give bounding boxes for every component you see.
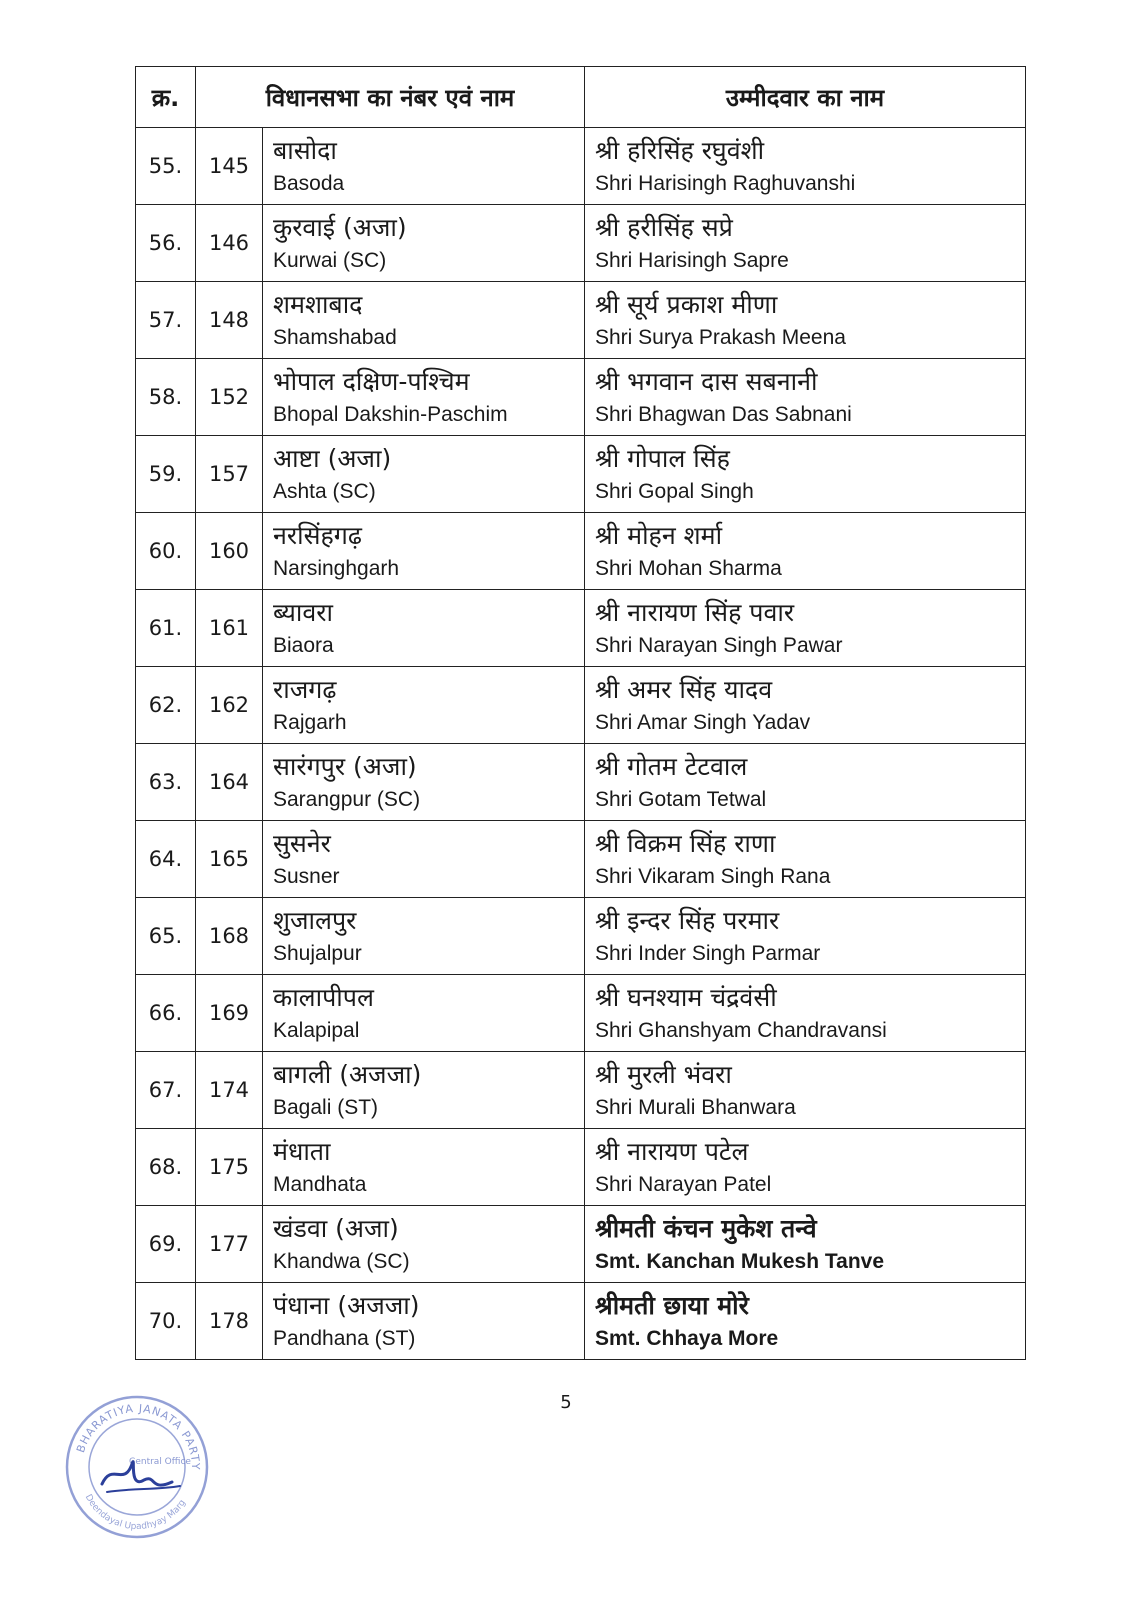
- constituency-number: 165: [196, 821, 263, 898]
- serial-number: 64.: [136, 821, 196, 898]
- serial-number: 61.: [136, 590, 196, 667]
- candidate-name-english: Shri Ghanshyam Chandravansi: [595, 1019, 887, 1042]
- candidate-name: [585, 359, 1026, 436]
- table-row: [136, 359, 1026, 436]
- constituency-name: [263, 975, 585, 1052]
- constituency-number: 168: [196, 898, 263, 975]
- candidate-name: [585, 128, 1026, 205]
- candidate-name-hindi: श्री नारायण पटेल: [595, 1137, 749, 1166]
- candidate-name-hindi: श्री मोहन शर्मा: [595, 521, 723, 550]
- constituency-number: 162: [196, 667, 263, 744]
- candidate-name-hindi: श्री हरिसिंह रघुवंशी: [595, 136, 765, 165]
- constituency-name: [263, 1129, 585, 1206]
- candidate-name-english: Shri Gopal Singh: [595, 480, 754, 503]
- candidate-name: [585, 898, 1026, 975]
- table-row: [136, 1283, 1026, 1360]
- constituency-number: 175: [196, 1129, 263, 1206]
- table-row: [136, 128, 1026, 205]
- candidate-name: [585, 513, 1026, 590]
- candidate-name: [585, 975, 1026, 1052]
- svg-text:BHARATIYA JANATA PARTY: BHARATIYA JANATA PARTY: [74, 1401, 203, 1471]
- constituency-name-english: Sarangpur (SC): [273, 788, 421, 811]
- candidate-name-english: Shri Mohan Sharma: [595, 557, 782, 580]
- constituency-name-english: Narsinghgarh: [273, 557, 400, 580]
- serial-number: 58.: [136, 359, 196, 436]
- constituency-name-english: Rajgarh: [273, 711, 347, 734]
- svg-text:Central Office: Central Office: [129, 1457, 191, 1467]
- constituency-name: [263, 898, 585, 975]
- constituency-number: 178: [196, 1283, 263, 1360]
- constituency-name-english: Kalapipal: [273, 1019, 360, 1042]
- constituency-number: 161: [196, 590, 263, 667]
- constituency-name-hindi: कालापीपल: [273, 983, 374, 1012]
- constituency-name-english: Pandhana (ST): [273, 1327, 416, 1350]
- candidate-name: [585, 1129, 1026, 1206]
- table-row: [136, 205, 1026, 282]
- table-row: [136, 282, 1026, 359]
- serial-number: 60.: [136, 513, 196, 590]
- header-constituency: विधानसभा का नंबर एवं नाम: [196, 67, 585, 128]
- candidate-name: [585, 205, 1026, 282]
- candidate-name: [585, 1283, 1026, 1360]
- constituency-number: 146: [196, 205, 263, 282]
- candidate-name-english: Shri Murali Bhanwara: [595, 1096, 796, 1119]
- constituency-name: [263, 436, 585, 513]
- table-row: [136, 898, 1026, 975]
- candidate-name-english: Shri Vikaram Singh Rana: [595, 865, 831, 888]
- constituency-name-hindi: सारंगपुर (अजा): [273, 752, 417, 781]
- serial-number: 68.: [136, 1129, 196, 1206]
- table-row: [136, 821, 1026, 898]
- candidate-name-hindi: श्री विक्रम सिंह राणा: [595, 829, 776, 858]
- constituency-number: 145: [196, 128, 263, 205]
- candidate-name-hindi: श्री नारायण सिंह पवार: [595, 598, 795, 627]
- constituency-name-hindi: खंडवा (अजा): [273, 1214, 399, 1243]
- candidate-name-hindi: श्री घनश्याम चंद्रवंसी: [595, 983, 777, 1012]
- constituency-name: [263, 1206, 585, 1283]
- constituency-name: [263, 667, 585, 744]
- constituency-name-hindi: बागली (अजजा): [273, 1060, 422, 1089]
- serial-number: 62.: [136, 667, 196, 744]
- candidate-name-english: Shri Surya Prakash Meena: [595, 326, 846, 349]
- candidate-name: [585, 590, 1026, 667]
- constituency-name-english: Shujalpur: [273, 942, 362, 965]
- table-row: [136, 1129, 1026, 1206]
- table-row: [136, 590, 1026, 667]
- candidate-name-hindi: श्री मुरली भंवरा: [595, 1060, 732, 1089]
- constituency-name-hindi: राजगढ़: [273, 675, 337, 704]
- page-number: 5: [560, 1392, 572, 1413]
- constituency-name-english: Kurwai (SC): [273, 249, 387, 272]
- constituency-name: [263, 1283, 585, 1360]
- constituency-number: 177: [196, 1206, 263, 1283]
- table-row: [136, 667, 1026, 744]
- header-candidate: उम्मीदवार का नाम: [585, 67, 1026, 128]
- constituency-name-english: Shamshabad: [273, 326, 397, 349]
- candidate-name-english: Smt. Kanchan Mukesh Tanve: [595, 1250, 885, 1273]
- serial-number: 56.: [136, 205, 196, 282]
- party-seal-stamp: [62, 1392, 212, 1542]
- constituency-number: 160: [196, 513, 263, 590]
- constituency-name-hindi: कुरवाई (अजा): [273, 213, 407, 242]
- constituency-name-hindi: मंधाता: [273, 1137, 331, 1166]
- constituency-name: [263, 590, 585, 667]
- table-row: [136, 744, 1026, 821]
- constituency-name: [263, 744, 585, 821]
- candidate-list-table: [135, 66, 1026, 1360]
- candidate-name-hindi: श्री भगवान दास सबनानी: [595, 367, 818, 396]
- serial-number: 57.: [136, 282, 196, 359]
- serial-number: 65.: [136, 898, 196, 975]
- candidate-name-hindi: श्री इन्दर सिंह परमार: [595, 906, 780, 935]
- constituency-name: [263, 359, 585, 436]
- candidate-name-hindi: श्री सूर्य प्रकाश मीणा: [595, 290, 778, 319]
- candidate-name-hindi: श्रीमती छाया मोरे: [595, 1291, 749, 1320]
- candidate-name-english: Shri Narayan Singh Pawar: [595, 634, 843, 657]
- constituency-name-hindi: पंधाना (अजजा): [273, 1291, 420, 1320]
- candidate-name-english: Shri Bhagwan Das Sabnani: [595, 403, 852, 426]
- serial-number: 70.: [136, 1283, 196, 1360]
- constituency-number: 157: [196, 436, 263, 513]
- header-serial: क्र.: [136, 67, 196, 128]
- constituency-name: [263, 1052, 585, 1129]
- candidate-name: [585, 282, 1026, 359]
- candidate-name-english: Shri Gotam Tetwal: [595, 788, 767, 811]
- constituency-number: 174: [196, 1052, 263, 1129]
- serial-number: 59.: [136, 436, 196, 513]
- table-header-row: [136, 67, 1026, 128]
- constituency-number: 148: [196, 282, 263, 359]
- candidate-name: [585, 667, 1026, 744]
- serial-number: 55.: [136, 128, 196, 205]
- constituency-name-english: Susner: [273, 865, 340, 888]
- svg-text:Deendayal Upadhyay Marg: Deendayal Upadhyay Marg: [82, 1492, 188, 1533]
- candidate-name-english: Shri Narayan Patel: [595, 1173, 772, 1196]
- constituency-name: [263, 513, 585, 590]
- constituency-name-hindi: नरसिंहगढ़: [273, 521, 362, 550]
- candidate-name: [585, 821, 1026, 898]
- candidate-name-hindi: श्री हरीसिंह सप्रे: [595, 213, 733, 242]
- constituency-name-hindi: शमशाबाद: [273, 290, 363, 319]
- candidate-name-hindi: श्रीमती कंचन मुकेश तन्वे: [595, 1214, 817, 1243]
- constituency-name-english: Ashta (SC): [273, 480, 376, 503]
- candidate-name-english: Shri Inder Singh Parmar: [595, 942, 821, 965]
- constituency-name: [263, 128, 585, 205]
- constituency-name: [263, 282, 585, 359]
- candidate-name-english: Shri Harisingh Raghuvanshi: [595, 172, 856, 195]
- candidate-name: [585, 436, 1026, 513]
- table-row: [136, 1052, 1026, 1129]
- candidate-name-english: Smt. Chhaya More: [595, 1327, 779, 1350]
- serial-number: 67.: [136, 1052, 196, 1129]
- constituency-name-english: Khandwa (SC): [273, 1250, 410, 1273]
- table-row: [136, 513, 1026, 590]
- constituency-name-hindi: बासोदा: [273, 136, 337, 165]
- candidate-name-hindi: श्री गोपाल सिंह: [595, 444, 730, 473]
- table-row: [136, 436, 1026, 513]
- table-row: [136, 1206, 1026, 1283]
- serial-number: 69.: [136, 1206, 196, 1283]
- constituency-name: [263, 205, 585, 282]
- candidate-name-hindi: श्री गोतम टेटवाल: [595, 752, 748, 781]
- candidate-name: [585, 744, 1026, 821]
- serial-number: 63.: [136, 744, 196, 821]
- constituency-name-english: Bhopal Dakshin-Paschim: [273, 403, 508, 426]
- constituency-name-hindi: शुजालपुर: [273, 906, 357, 935]
- constituency-name-hindi: आष्टा (अजा): [273, 444, 392, 473]
- constituency-name: [263, 821, 585, 898]
- constituency-number: 164: [196, 744, 263, 821]
- constituency-name-english: Biaora: [273, 634, 334, 657]
- candidate-name-hindi: श्री अमर सिंह यादव: [595, 675, 773, 704]
- constituency-name-english: Basoda: [273, 172, 345, 195]
- serial-number: 66.: [136, 975, 196, 1052]
- constituency-name-english: Mandhata: [273, 1173, 367, 1196]
- constituency-name-hindi: भोपाल दक्षिण-पश्चिम: [273, 367, 470, 396]
- table-body: [136, 128, 1026, 1360]
- constituency-number: 152: [196, 359, 263, 436]
- constituency-name-hindi: सुसनेर: [273, 829, 331, 858]
- constituency-number: 169: [196, 975, 263, 1052]
- constituency-name-hindi: ब्यावरा: [273, 598, 333, 627]
- candidate-name-english: Shri Harisingh Sapre: [595, 249, 789, 272]
- constituency-name-english: Bagali (ST): [273, 1096, 379, 1119]
- candidate-name: [585, 1206, 1026, 1283]
- candidate-name: [585, 1052, 1026, 1129]
- table-row: [136, 975, 1026, 1052]
- candidate-name-english: Shri Amar Singh Yadav: [595, 711, 811, 734]
